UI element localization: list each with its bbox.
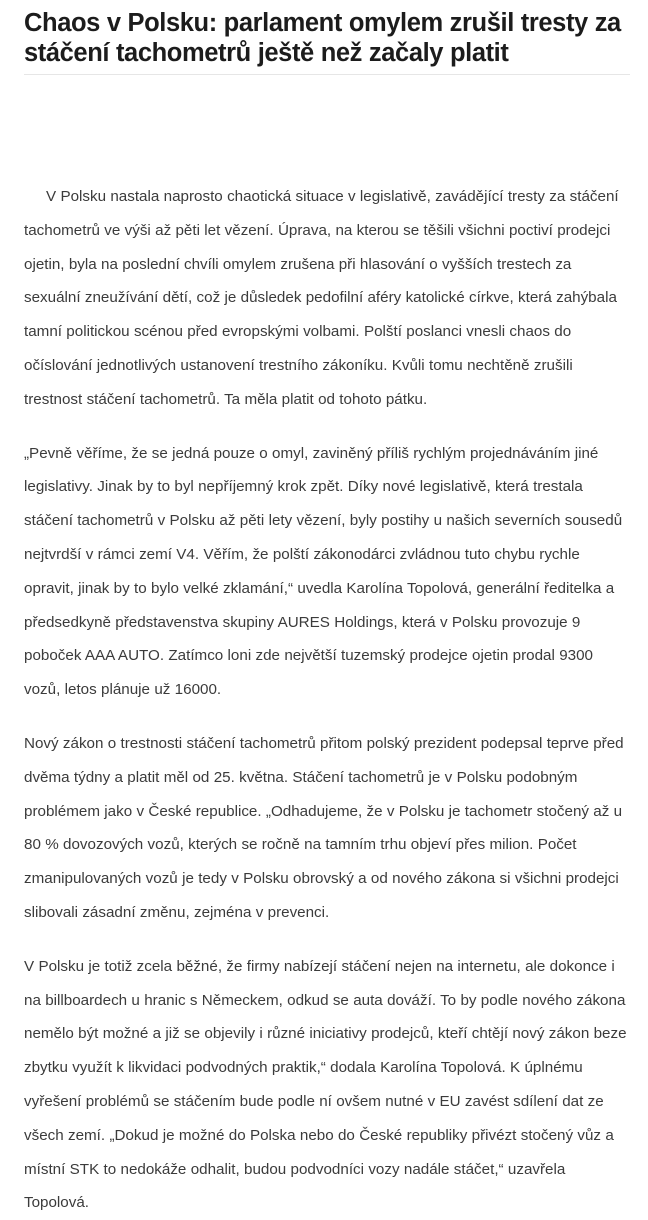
headline-divider bbox=[24, 74, 630, 75]
article-paragraph-4: V Polsku je totiž zcela běžné, že firmy nabízejí stáčení nejen na internetu, ale dokonce i na billboardech u hranic s Německem, odkud se auta dováží. To by podle nového zákona nemělo být možné a již se objevily i různé iniciativy prodejců, kteří chtějí nový zákon beze zbytku využít k likvidaci podvodných praktik,“ dodala Karolína Topolová. K úplnému vyřešení problémů se stáčením bude podle ní ovšem nutné v EU zavést sdílení dat ze všech zemí. „Dokud je možné do Polska nebo do České republiky přivézt stočený vůz a místní STK to nedokáže odhalit, budou podvodníci vozy nadále stáčet,“ uzavřela Topolová. bbox=[24, 957, 627, 1212]
page-title: Chaos v Polsku: parlament omylem zrušil tresty za stáčení tachometrů ještě než začaly platit bbox=[24, 9, 621, 67]
article-paragraph-1: V Polsku nastala naprosto chaotická situace v legislativě, zavádějící tresty za stáčení tachometrů ve výši až pěti let vězení. Úprava, na kterou se těšili všichni poctiví prodejci ojetin, byla na poslední chvíli omylem zrušena při hlasování o vyšších trestech za sexuální zneužívání dětí, což je důsledek pedofilní aféry katolické církve, která zahýbala tamní politickou scénou před evropskými volbami. Polští poslanci vnesli chaos do očíslování jednotlivých ustanovení trestního zákoníku. Kvůli tomu nechtěně zrušili trestnost stáčení tachometrů. Ta měla platit od tohoto pátku. bbox=[24, 188, 619, 408]
article-paragraph-3: Nový zákon o trestnosti stáčení tachometrů přitom polský prezident podepsal teprve před dvěma týdny a platit měl od 25. května. Stáčení tachometrů je v Polsku podobným problémem jako v České republice. „Odhadujeme, že v Polsku je tachometr stočený až u 80 % dovozových vozů, kterých se ročně na tamním trhu objeví přes milion. Počet zmanipulovaných vozů je tedy v Polsku obrovský a od nového zákona si všichni prodejci slibovali zásadní změnu, zejména v prevenci. bbox=[24, 734, 624, 921]
article-body bbox=[24, 180, 630, 1220]
article-paragraph-2: „Pevně věříme, že se jedná pouze o omyl, zaviněný příliš rychlým projednáváním jiné legislativy. Jinak by to byl nepříjemný krok zpět. Díky nové legislativě, která trestala stáčení tachometrů v Polsku až pěti lety vězení, byly postihy u našich severních sousedů nejtvrdší v rámci zemí V4. Věřím, že polští zákonodárci zvládnou tuto chybu rychle opravit, jinak by to bylo velké zklamání,“ uvedla Karolína Topolová, generální ředitelka a předsedkyně představenstva skupiny AURES Holdings, která v Polsku provozuje 9 poboček AAA AUTO. Zatímco loni zde největší tuzemský prodejce ojetin prodal 9300 vozů, letos plánuje už 16000. bbox=[24, 444, 623, 699]
